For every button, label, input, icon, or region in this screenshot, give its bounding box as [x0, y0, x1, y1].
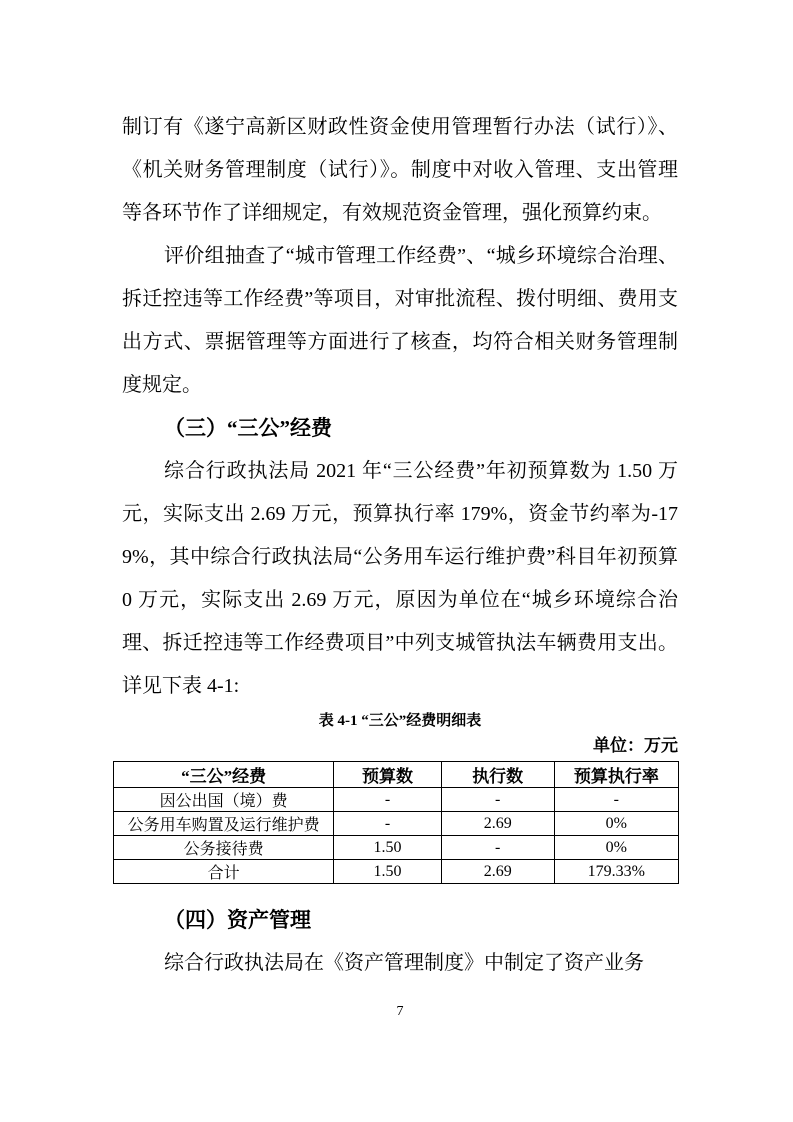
- table-row-abroad: [114, 788, 679, 812]
- table-cell-actual: -: [441, 788, 554, 812]
- table-cell-budget: -: [334, 812, 441, 836]
- table-cell-rate: 0%: [554, 812, 678, 836]
- table-header-cell-rate: 预算执行率: [554, 762, 678, 788]
- three-public-expenses-table: [113, 761, 679, 884]
- table-unit-note: 单位：万元: [593, 736, 678, 755]
- table-header-cell-category: “三公”经费: [114, 762, 334, 788]
- table-header-row: [114, 762, 679, 788]
- table-row-vehicles: [114, 812, 679, 836]
- table-row-reception: [114, 836, 679, 860]
- paragraph-spot-check: 评价组抽查了“城市管理工作经费”、“城乡环境综合治理、拆迁控违等工作经费”等项目，对审批流程、拨付明细、费用支出方式、票据管理等方面进行了核查，均符合相关财务管理制度规定。: [122, 245, 678, 396]
- table-cell-budget: 1.50: [334, 860, 441, 884]
- table-cell-actual: 2.69: [441, 860, 554, 884]
- table-cell-actual: -: [441, 836, 554, 860]
- paragraph-asset-management: 综合行政执法局在《资产管理制度》中制定了资产业务: [164, 952, 644, 974]
- table-cell-budget: 1.50: [334, 836, 441, 860]
- table-caption: 表 4-1 “三公”经费明细表: [318, 713, 482, 729]
- page-number: 7: [396, 1004, 404, 1019]
- table-header-cell-actual: 执行数: [441, 762, 554, 788]
- heading-three-public-expenses: （三）“三公”经费: [164, 416, 332, 440]
- table-header-cell-budget: 预算数: [334, 762, 441, 788]
- text-column: [122, 0, 678, 1022]
- table-cell-rate: 179.33%: [554, 860, 678, 884]
- table-cell-category: 因公出国（境）费: [114, 788, 334, 812]
- table-cell-category: 公务接待费: [114, 836, 334, 860]
- table-cell-budget: -: [334, 788, 441, 812]
- paragraph-three-public-expenses-detail: 综合行政执法局 2021 年“三公经费”年初预算数为 1.50 万元，实际支出 2.69 万元，预算执行率 179%，资金节约率为-179%，其中综合行政执法局“公务用车运行维护费”科目年初预算 0 万元，实际支出 2.69 万元，原因为单位在“城乡环境综合治理、拆迁控违等工作经费项目”中列支城管执法车辆费用支出。详见下表 4-1:: [122, 460, 678, 697]
- heading-asset-management: （四）资产管理: [164, 908, 311, 932]
- table-cell-category: 公务用车购置及运行维护费: [114, 812, 334, 836]
- table-row-total: [114, 860, 679, 884]
- table-cell-actual: 2.69: [441, 812, 554, 836]
- table-cell-rate: -: [554, 788, 678, 812]
- paragraph-fund-management-rules: 制订有《遂宁高新区财政性资金使用管理暂行办法（试行）》、《机关财务管理制度（试行）》。制度中对收入管理、支出管理等各环节作了详细规定，有效规范资金管理，强化预算约束。: [122, 116, 678, 224]
- table-cell-category: 合计: [114, 860, 334, 884]
- table-cell-rate: 0%: [554, 836, 678, 860]
